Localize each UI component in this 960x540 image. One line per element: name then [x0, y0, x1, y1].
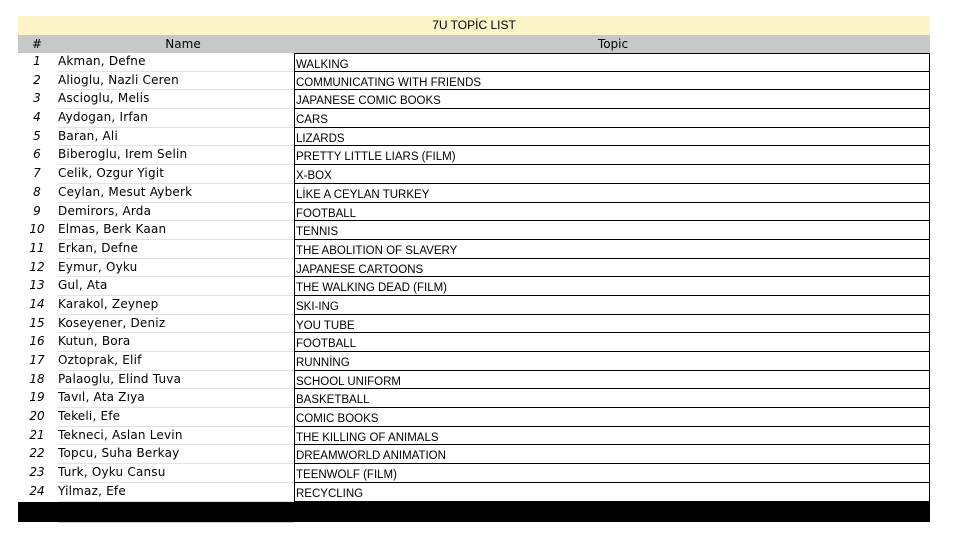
topic-cell: COMIC BOOKS — [294, 408, 930, 427]
table-row — [18, 389, 930, 408]
table-row — [18, 277, 930, 296]
table-row — [18, 90, 930, 109]
table-body — [18, 53, 930, 502]
row-number: 11 — [29, 240, 45, 255]
row-number: 10 — [29, 222, 45, 237]
table-row — [18, 315, 930, 334]
table-row — [18, 109, 930, 128]
row-number: 19 — [29, 390, 45, 405]
student-name: Akman, Defne — [58, 53, 294, 72]
topic-cell: JAPANESE CARTOONS — [294, 259, 930, 278]
topic-cell: THE WALKING DEAD (FILM) — [294, 277, 930, 296]
table-row — [18, 427, 930, 446]
topic-cell: BASKETBALL — [294, 389, 930, 408]
topic-cell: SCHOOL UNIFORM — [294, 371, 930, 390]
row-number: 4 — [33, 110, 41, 125]
topic-cell: FOOTBALL — [294, 333, 930, 352]
student-name: Eymur, Oyku — [58, 259, 294, 278]
row-number: 22 — [29, 446, 45, 461]
table-row — [18, 259, 930, 278]
sheet-title: 7U TOPİC LIST — [18, 16, 930, 35]
row-number: 20 — [29, 409, 45, 424]
student-name: Kutun, Bora — [58, 333, 294, 352]
topic-cell: TENNIS — [294, 221, 930, 240]
table-row — [18, 221, 930, 240]
table-row — [18, 352, 930, 371]
table-row — [18, 53, 930, 72]
table-row — [18, 408, 930, 427]
student-name: Biberoglu, Irem Selin — [58, 146, 294, 165]
student-name: Alioglu, Nazli Ceren — [58, 72, 294, 91]
row-number: 17 — [29, 353, 45, 367]
row-number: 3 — [33, 91, 41, 106]
row-number: 5 — [33, 128, 41, 143]
topic-cell: TEENWOLF (FILM) — [294, 464, 930, 483]
topic-list-sheet — [18, 16, 930, 502]
row-number: 21 — [29, 427, 45, 442]
table-row — [18, 483, 930, 502]
student-name: Gul, Ata — [58, 277, 294, 296]
row-number: 6 — [33, 147, 41, 162]
row-number: 23 — [29, 465, 45, 480]
student-name: Turk, Oyku Cansu — [58, 464, 294, 483]
table-row — [18, 146, 930, 165]
row-number: 7 — [33, 166, 41, 181]
student-name: Tavıl, Ata Zıya — [58, 389, 294, 408]
row-number: 9 — [33, 203, 41, 218]
student-name: Ascioglu, Melis — [58, 90, 294, 109]
student-name: Palaoglu, Elind Tuva — [58, 371, 294, 390]
table-row — [18, 203, 930, 222]
row-number: 2 — [33, 72, 41, 87]
topic-cell: LIZARDS — [294, 128, 930, 147]
table-row — [18, 296, 930, 315]
table-row — [18, 165, 930, 184]
topic-cell: WALKING — [294, 53, 930, 72]
table-row — [18, 184, 930, 203]
row-number: 16 — [29, 334, 45, 349]
footer-bar — [18, 502, 930, 522]
row-number: 14 — [29, 296, 45, 311]
topic-cell: RECYCLING — [294, 483, 930, 502]
table-row — [18, 333, 930, 352]
student-name: Tekneci, Aslan Levin — [58, 427, 294, 446]
topic-cell: THE ABOLITION OF SLAVERY — [294, 240, 930, 259]
header-row — [18, 35, 930, 53]
student-name: Tekeli, Efe — [58, 408, 294, 427]
topic-cell: X-BOX — [294, 165, 930, 184]
row-number: 13 — [29, 278, 45, 293]
student-name: Elmas, Berk Kaan — [58, 221, 294, 240]
topic-cell: PRETTY LITTLE LIARS (FILM) — [294, 146, 930, 165]
topic-cell: CARS — [294, 109, 930, 128]
topic-cell: SKI-ING — [294, 296, 930, 315]
topic-cell: DREAMWORLD ANIMATION — [294, 445, 930, 464]
topic-cell: COMMUNICATING WITH FRIENDS — [294, 72, 930, 91]
student-name: Koseyener, Deniz — [58, 315, 294, 334]
header-topic: Topic — [597, 37, 629, 51]
student-name: Baran, Ali — [58, 128, 294, 147]
student-name: Karakol, Zeynep — [58, 296, 294, 315]
row-number: 1 — [33, 54, 41, 68]
topic-cell: RUNNİNG — [294, 352, 930, 371]
table-row — [18, 371, 930, 390]
row-number: 24 — [29, 483, 45, 498]
row-number: 18 — [29, 371, 45, 386]
student-name: Celik, Ozgur Yigit — [58, 165, 294, 184]
row-number: 8 — [33, 184, 41, 199]
topic-cell: LİKE A CEYLAN TURKEY — [294, 184, 930, 203]
header-name: Name — [165, 37, 201, 51]
topic-cell: FOOTBALL — [294, 203, 930, 222]
table-row — [18, 72, 930, 91]
row-number: 12 — [29, 259, 45, 274]
row-number: 15 — [29, 315, 45, 330]
student-name: Aydogan, Irfan — [58, 109, 294, 128]
topic-cell: THE KILLING OF ANIMALS — [294, 427, 930, 446]
student-name: Demirors, Arda — [58, 203, 294, 222]
topic-cell: JAPANESE COMIC BOOKS — [294, 90, 930, 109]
student-name: Oztoprak, Elif — [58, 352, 294, 371]
table-row — [18, 464, 930, 483]
table-row — [18, 128, 930, 147]
student-name: Yilmaz, Efe — [58, 483, 294, 502]
header-number: # — [31, 37, 43, 51]
student-name: Ceylan, Mesut Ayberk — [58, 184, 294, 203]
footer-divider — [58, 522, 294, 523]
table-row — [18, 240, 930, 259]
topic-cell: YOU TUBE — [294, 315, 930, 334]
table-row — [18, 445, 930, 464]
student-name: Erkan, Defne — [58, 240, 294, 259]
student-name: Topcu, Suha Berkay — [58, 445, 294, 464]
